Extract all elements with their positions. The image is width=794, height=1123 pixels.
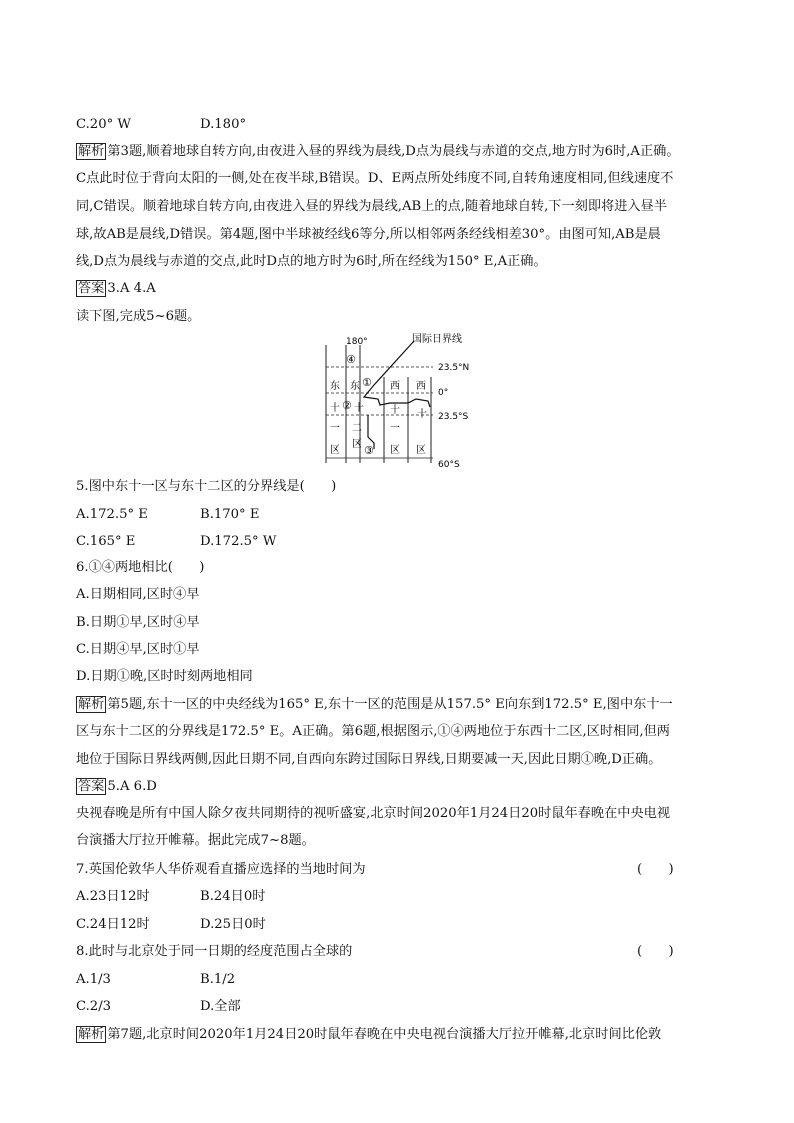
question-8-options-ab bbox=[76, 971, 235, 989]
marker-1: ① bbox=[362, 376, 372, 389]
prev-question-options bbox=[76, 116, 246, 134]
answer-line bbox=[76, 778, 157, 796]
zone-e11-3: 一 bbox=[330, 423, 340, 434]
question-8-stem: 8.此时与北京处于同一日期的经度范围占全球的 bbox=[76, 944, 353, 959]
question-7-stem: 7.英国伦敦华人华侨观看直播应选择的当地时间为 bbox=[76, 862, 366, 877]
option-d: D.180° bbox=[200, 117, 247, 132]
option-b: B.170° E bbox=[200, 507, 260, 522]
zone-e12-3: 二 bbox=[352, 423, 362, 434]
question-intro: 台演播大厅拉开帷幕。据此完成7~8题。 bbox=[76, 833, 315, 848]
answer-text: 5.A 6.D bbox=[107, 779, 157, 794]
zone-w11-2: 十 bbox=[390, 405, 400, 416]
question-5-stem: 5.图中东十一区与东十二区的分界线是( ) bbox=[76, 479, 337, 494]
label-idl: 国际日界线 bbox=[412, 334, 462, 345]
marker-3: ③ bbox=[364, 444, 374, 457]
marker-4: ④ bbox=[346, 353, 356, 366]
analysis-tag: 解析 bbox=[78, 144, 105, 159]
international-date-line bbox=[364, 341, 430, 407]
marker-2: ② bbox=[342, 399, 352, 412]
option-c: C.24日12时 bbox=[76, 917, 150, 932]
analysis-line: C点此时位于背向太阳的一侧,处在夜半球,B错误。D、E两点所处纬度不同,自转角速度相同,但线速度不 bbox=[76, 171, 674, 186]
option-c: C.165° E bbox=[76, 534, 136, 549]
zone-w10-3: 区 bbox=[416, 445, 426, 456]
question-6-option-b: B.日期①早,区时④早 bbox=[76, 615, 200, 630]
question-6-stem: 6.①④两地相比( ) bbox=[76, 560, 205, 575]
zone-e12-4: 区 bbox=[352, 439, 362, 450]
zone-w11-1: 西 bbox=[390, 381, 400, 392]
analysis-line: 解析 第3题,顺着地球自转方向,由夜进入昼的界线为晨线,D点为晨线与赤道的交点,地方时为6时,A正确。 bbox=[78, 144, 680, 159]
answer-text: 3.A 4.A bbox=[107, 281, 156, 296]
question-6-option-d: D.日期①晚,区时时刻两地相同 bbox=[76, 669, 253, 684]
zone-e11-1: 东 bbox=[330, 381, 340, 392]
analysis-tag: 解析 bbox=[78, 1027, 105, 1042]
analysis-line: 地位于国际日界线两侧,因此日期不同,自西向东跨过国际日界线,日期要减一天,因此日期①晚,D正确。 bbox=[76, 752, 662, 767]
zone-e12-1: 东 bbox=[350, 381, 360, 392]
option-a: A.1/3 bbox=[76, 972, 111, 987]
zone-w10-2: 十 bbox=[417, 409, 427, 420]
question-5-options-ab bbox=[76, 506, 259, 524]
option-a: A.172.5° E bbox=[76, 507, 148, 522]
question-7-options-cd bbox=[76, 916, 266, 934]
analysis-line: 解析 第5题,东十一区的中央经线为165° E,东十一区的范围是从157.5° E向东到172.5° E,图中东十一 bbox=[78, 697, 673, 712]
answer-tag: 答案 bbox=[78, 281, 105, 296]
label-180: 180° bbox=[346, 337, 368, 347]
zone-w11-4: 区 bbox=[390, 445, 400, 456]
zone-e11-4: 区 bbox=[330, 445, 340, 456]
zone-e11-2: 十 bbox=[330, 403, 340, 414]
question-intro: 央视春晚是所有中国人除夕夜共同期待的视听盛宴,北京时间2020年1月24日20时鼠年春晚在中央电视 bbox=[76, 806, 671, 821]
question-5-options-cd bbox=[76, 533, 276, 551]
zone-e12-2: 十 bbox=[354, 403, 364, 414]
question-intro: 读下图,完成5~6题。 bbox=[76, 309, 201, 324]
option-b: B.24日0时 bbox=[200, 889, 266, 904]
question-8-options-cd bbox=[76, 998, 241, 1016]
zone-w10-1: 西 bbox=[416, 381, 426, 392]
option-a: A.23日12时 bbox=[76, 889, 150, 904]
question-6-option-c: C.日期④早,区时①早 bbox=[76, 642, 200, 657]
analysis-tag: 解析 bbox=[78, 697, 105, 712]
analysis-line: 解析 第7题,北京时间2020年1月24日20时鼠年春晚在中央电视台演播大厅拉开帷幕,北京时间比伦敦 bbox=[78, 1027, 662, 1042]
answer-line bbox=[76, 280, 156, 298]
option-d: D.172.5° W bbox=[200, 534, 277, 549]
zone-w11-3: 一 bbox=[390, 423, 400, 434]
question-7-options-ab bbox=[76, 888, 265, 906]
answer-blank: ( ) bbox=[637, 862, 674, 877]
analysis-line: 线,D点为晨线与赤道的交点,此时D点的地方时为6时,所在经线为150° E,A正确。 bbox=[76, 254, 547, 269]
analysis-line: 球,故AB是晨线,D错误。第4题,图中半球被经线6等分,所以相邻两条经线相差30°。由图可知,AB是晨 bbox=[76, 227, 661, 242]
option-b: B.1/2 bbox=[200, 972, 236, 987]
analysis-line: 同,C错误。顺着地球自转方向,由夜进入昼的界线为晨线,AB上的点,随着地球自转,下一刻即将进入昼半 bbox=[76, 199, 667, 214]
option-d: D.全部 bbox=[200, 999, 241, 1014]
option-c: C.20° W bbox=[76, 117, 131, 132]
answer-tag: 答案 bbox=[78, 779, 105, 794]
label-lat-23s: 23.5°S bbox=[438, 412, 469, 422]
label-lat-0: 0° bbox=[438, 388, 449, 398]
option-c: C.2/3 bbox=[76, 999, 112, 1014]
question-6-option-a: A.日期相同,区时④早 bbox=[76, 587, 200, 602]
time-zone-diagram bbox=[318, 333, 508, 473]
answer-blank: ( ) bbox=[637, 944, 674, 959]
option-d: D.25日0时 bbox=[200, 917, 266, 932]
label-lat-60s: 60°S bbox=[438, 460, 460, 470]
label-lat-23n: 23.5°N bbox=[438, 363, 470, 373]
analysis-line: 区与东十二区的分界线是172.5° E。A正确。第6题,根据图示,①④两地位于东西十二区,区时相同,但两 bbox=[76, 724, 670, 739]
